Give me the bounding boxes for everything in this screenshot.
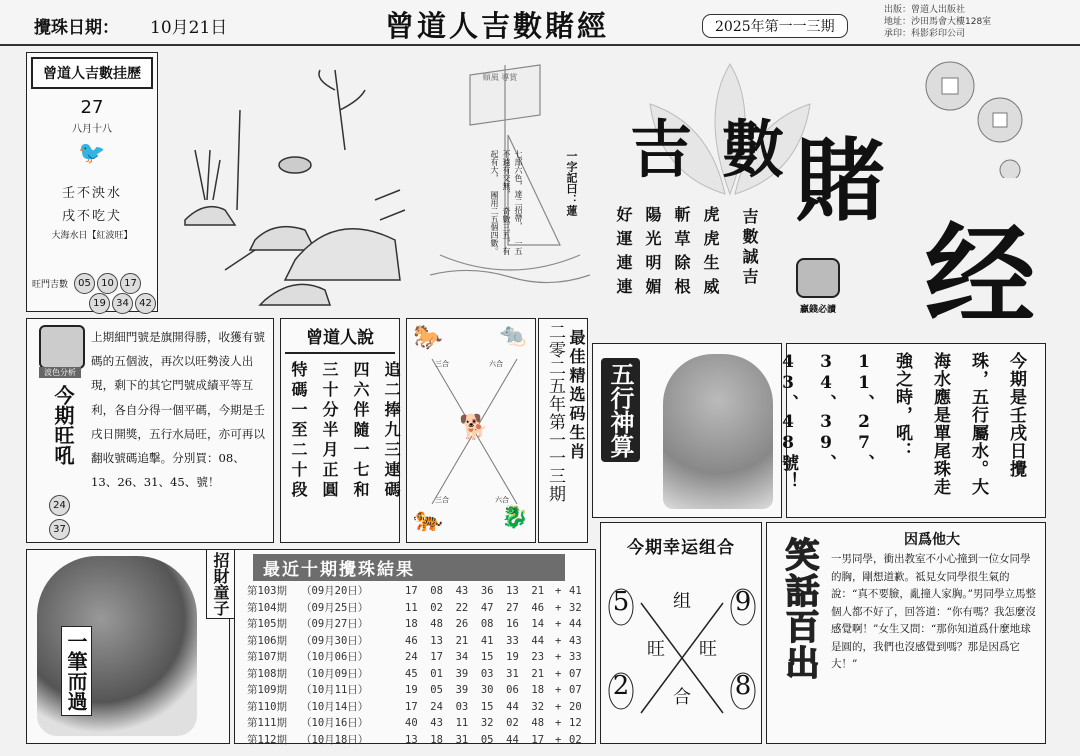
- results-special: 32: [569, 601, 582, 614]
- draw-date-value: 10月21日: [150, 18, 228, 38]
- results-period: 第112期: [247, 733, 287, 746]
- results-period: 第105期: [247, 618, 287, 630]
- results-row: 第108期 （10月09日） 45 01 39 03 31 21 + 07: [247, 666, 595, 683]
- wave-analysis-panel: [26, 318, 274, 543]
- results-table: [235, 583, 595, 748]
- brand-char-ji: 吉: [630, 113, 693, 186]
- joke-panel: [766, 522, 1046, 744]
- wuxing-text-panel: [778, 343, 1046, 518]
- publisher-line: 出版：曾道人出版社: [884, 5, 966, 15]
- results-date: （10月11日）: [301, 684, 369, 696]
- hot-number-badge: 37: [49, 519, 70, 540]
- results-row: 第110期 （10月14日） 17 24 03 15 44 32 + 20: [247, 699, 595, 716]
- results-numbers: 46 13 21 41 33 44: [405, 634, 545, 647]
- lucky-word: 旺: [699, 639, 717, 660]
- brand-block: [590, 48, 1055, 340]
- results-row: 第106期 （09月30日） 46 13 21 41 33 44 + 43: [247, 633, 595, 650]
- results-row: 第104期 （09月25日） 11 02 22 47 27 46 + 32: [247, 600, 595, 617]
- brand-char-jing: 经: [925, 211, 1035, 340]
- child-illustration: [663, 354, 773, 509]
- winning-badge-label: 贏錢必讀: [799, 305, 836, 315]
- results-period: 第103期: [247, 585, 287, 597]
- bird-icon: 🐦: [78, 141, 106, 166]
- tseng-said-title: 曾道人說: [285, 323, 395, 354]
- boat-verse-title: 一字記曰：蓮: [565, 150, 578, 216]
- lucky-combo-title: 今期幸运组合: [627, 538, 735, 558]
- results-row: 第111期 （10月16日） 40 43 11 32 02 48 + 12: [247, 715, 595, 732]
- results-date: （09月27日）: [301, 618, 369, 630]
- results-date: （09月25日）: [301, 601, 369, 614]
- tiger-icon: 🐅: [413, 505, 443, 533]
- header-bar: [0, 0, 1080, 46]
- results-special: 12: [569, 717, 582, 729]
- results-date: （10月18日）: [301, 733, 369, 746]
- zodiac-label: 三合: [435, 360, 449, 368]
- results-date: （10月09日）: [301, 667, 369, 680]
- coin-icon: [920, 58, 1030, 178]
- zodiac-label: 三合: [435, 496, 449, 504]
- lucky-number: 34: [112, 293, 133, 314]
- results-row: 第109期 （10月11日） 19 05 39 30 06 18 + 07: [247, 682, 595, 699]
- results-special: 33: [569, 651, 582, 663]
- lucky-combo-panel: [600, 522, 762, 744]
- brand-char-du: 賭: [795, 128, 885, 234]
- lucky-number: 9: [734, 587, 752, 617]
- results-special: 43: [569, 634, 582, 647]
- results-date: （09月20日）: [301, 585, 369, 597]
- garden-illustration: [165, 50, 425, 310]
- zodiac-best-label: 最佳精选码生肖: [567, 329, 586, 462]
- wave-heading: 今期旺吼: [51, 385, 75, 465]
- lucky-number: 05: [74, 273, 95, 294]
- results-special: 02: [569, 733, 582, 746]
- lucky-number: 8: [734, 671, 752, 701]
- rat-icon: 🐀: [499, 323, 527, 348]
- brand-char-shu: 數: [722, 113, 785, 186]
- poem-column: 陽光明媚: [643, 206, 662, 302]
- results-special: 07: [569, 684, 582, 696]
- results-numbers: 18 48 26 08 16 14: [405, 618, 545, 630]
- calendar-line3: 大海水日【紅波旺】: [51, 231, 133, 241]
- lucky-number: 42: [135, 293, 156, 314]
- recruit-title: 招財童子: [206, 549, 235, 619]
- results-period: 第108期: [247, 667, 287, 680]
- hot-number-badge: 24: [49, 495, 70, 516]
- results-period: 第110期: [247, 700, 287, 713]
- brand-slogan: 吉數誠吉: [740, 208, 759, 288]
- brand-poem: [612, 206, 722, 302]
- wuxing-text: 今期是壬戌日攪珠，五行屬水。大海水應是單尾珠走強之時，吼：11、27、34、39、43、48號！: [778, 352, 1026, 496]
- page-title: 曾道人吉數賭經: [385, 9, 610, 43]
- tseng-said-columns: [287, 361, 403, 501]
- wuxing-title: 五行神算: [601, 358, 640, 462]
- lucky-word: 合: [673, 687, 691, 708]
- zodiac-issue-panel: [538, 318, 588, 543]
- results-row: 第112期 （10月18日） 13 18 31 05 44 17 + 02: [247, 732, 595, 749]
- results-numbers: 11 02 22 47 27 46: [405, 601, 545, 614]
- results-period: 第111期: [247, 717, 287, 729]
- tseng-said-column: 特碼一至二十段: [289, 361, 308, 501]
- results-special: 41: [569, 585, 582, 597]
- lucky-cross: [601, 523, 763, 745]
- results-special: 07: [569, 667, 582, 680]
- lucky-label: 旺門吉數: [32, 280, 69, 290]
- boat-verse-line: 奇數三五，有起有大，: [490, 150, 511, 255]
- results-numbers: 13 18 31 05 44 17: [405, 733, 545, 746]
- tseng-said-column: 追二捧九三連碼: [382, 361, 401, 501]
- results-date: （10月06日）: [301, 651, 369, 663]
- dragon-icon: [796, 258, 840, 298]
- winning-badge: [790, 258, 846, 318]
- results-special: 44: [569, 618, 582, 630]
- results-date: （09月30日）: [301, 634, 369, 647]
- calendar-day: 27: [80, 97, 104, 118]
- joke-side-title: 笑話百出: [779, 537, 819, 681]
- calendar-line2: 戌不吃犬: [61, 209, 122, 224]
- printer-line: 承印：科影彩印公司: [884, 29, 966, 39]
- calendar-line1: 壬不泱水: [61, 186, 122, 201]
- zodiac-label: 六合: [495, 496, 509, 504]
- calendar-title: 曾道人吉數挂歷: [31, 57, 153, 89]
- publisher-info: [884, 4, 991, 40]
- calendar-panel: [26, 52, 158, 312]
- calendar-lunar: 八月十八: [72, 124, 112, 135]
- results-special: 20: [569, 700, 582, 713]
- recruit-slogan: 一筆而過: [61, 626, 92, 716]
- zodiac-label: 六合: [489, 360, 503, 368]
- fortune-icon-label: 波色分析: [39, 367, 81, 378]
- draw-date-label: 攪珠日期：: [34, 18, 119, 38]
- lucky-word: 组: [673, 591, 691, 612]
- address-line: 地址：沙田馬會大樓128室: [884, 17, 992, 27]
- results-period: 第106期: [247, 634, 287, 647]
- issue-number: 2025年第一一三期: [702, 14, 848, 38]
- poem-column: 斬草除根: [672, 206, 691, 302]
- results-row: 第107期 （10月06日） 24 17 34 15 19 23 + 33: [247, 649, 595, 666]
- recruit-panel: [26, 549, 230, 744]
- results-numbers: 17 24 03 15 44 32: [405, 700, 545, 713]
- results-period: 第109期: [247, 684, 287, 696]
- results-panel: [234, 549, 596, 744]
- zodiac-panel: [406, 318, 536, 543]
- boat-verse-line: 七部六色，達二招帶，: [514, 150, 523, 230]
- wave-body: 上期細門號是旗開得勝，收獲有號碼的五個波，再次以旺勢淩人出現，剩下的其它門號成績平等互利，各自分得一個平碼，今期是壬戌日開獎，五行水局旺，亦可再以翻收號碼追擊。分別買：08、13、26、31、45、號！: [91, 330, 265, 490]
- results-period: 第107期: [247, 651, 287, 663]
- joke-title: 因爲他大: [904, 532, 960, 548]
- zodiac-issue-text: 二零二五年第一一三期: [545, 323, 565, 503]
- results-numbers: 19 05 39 30 06 18: [405, 684, 545, 696]
- results-date: （10月16日）: [301, 717, 369, 729]
- results-title: 最近十期攪珠結果: [253, 554, 565, 581]
- results-period: 第104期: [247, 601, 287, 614]
- poem-column: 好運連連: [614, 206, 633, 302]
- boat-flag-text: 順風 導賞: [482, 73, 518, 82]
- lucky-number: 17: [120, 273, 141, 294]
- tseng-said-column: 四六伴隨一七和: [351, 361, 370, 501]
- lucky-number: 10: [97, 273, 118, 294]
- poem-column: 虎虎生威: [701, 206, 720, 302]
- results-numbers: 40 43 11 32 02 48: [405, 717, 545, 729]
- boat-verse-body: [488, 150, 524, 260]
- results-numbers: 24 17 34 15 19 23: [405, 651, 545, 663]
- lucky-number: 5: [612, 587, 630, 617]
- fortune-icon: [39, 325, 85, 369]
- dog-icon: 🐕: [459, 413, 489, 441]
- joke-body: 一男同學，衝出教室不小心撞到一位女同學的胸，剛想道歉。祗見女同學很生氣的說：“真不要臉，亂撞人家胸。”男同學立馬整個人都不好了，回答道：“你有嗎？我怎麼沒感覺啊！”女生又問：“那你知道爲什麼地球是圓的，我們也沒感覺到嗎？那是因爲它大！”: [831, 553, 1036, 670]
- results-row: 第105期 （09月27日） 18 48 26 08 16 14 + 44: [247, 616, 595, 633]
- lucky-number: 19: [89, 293, 110, 314]
- results-date: （10月14日）: [301, 700, 369, 713]
- lucky-number: 2: [612, 671, 630, 701]
- dragon-zodiac-icon: 🐉: [501, 505, 529, 530]
- wuxing-panel: [592, 343, 782, 518]
- tseng-said-column: 三十分半月正圓: [320, 361, 339, 501]
- results-numbers: 45 01 39 03 31 21: [405, 667, 545, 680]
- lucky-word: 旺: [647, 639, 665, 660]
- results-numbers: 17 08 43 36 13 21: [405, 585, 545, 597]
- results-row: 第103期 （09月20日） 17 08 43 36 13 21 + 41: [247, 583, 595, 600]
- tseng-said-panel: [280, 318, 400, 543]
- boat-verse-line: 團用二五個四數。: [490, 191, 499, 255]
- horse-icon: 🐎: [413, 323, 443, 351]
- boat-verse-line: 一五不遠有交無，: [502, 150, 523, 255]
